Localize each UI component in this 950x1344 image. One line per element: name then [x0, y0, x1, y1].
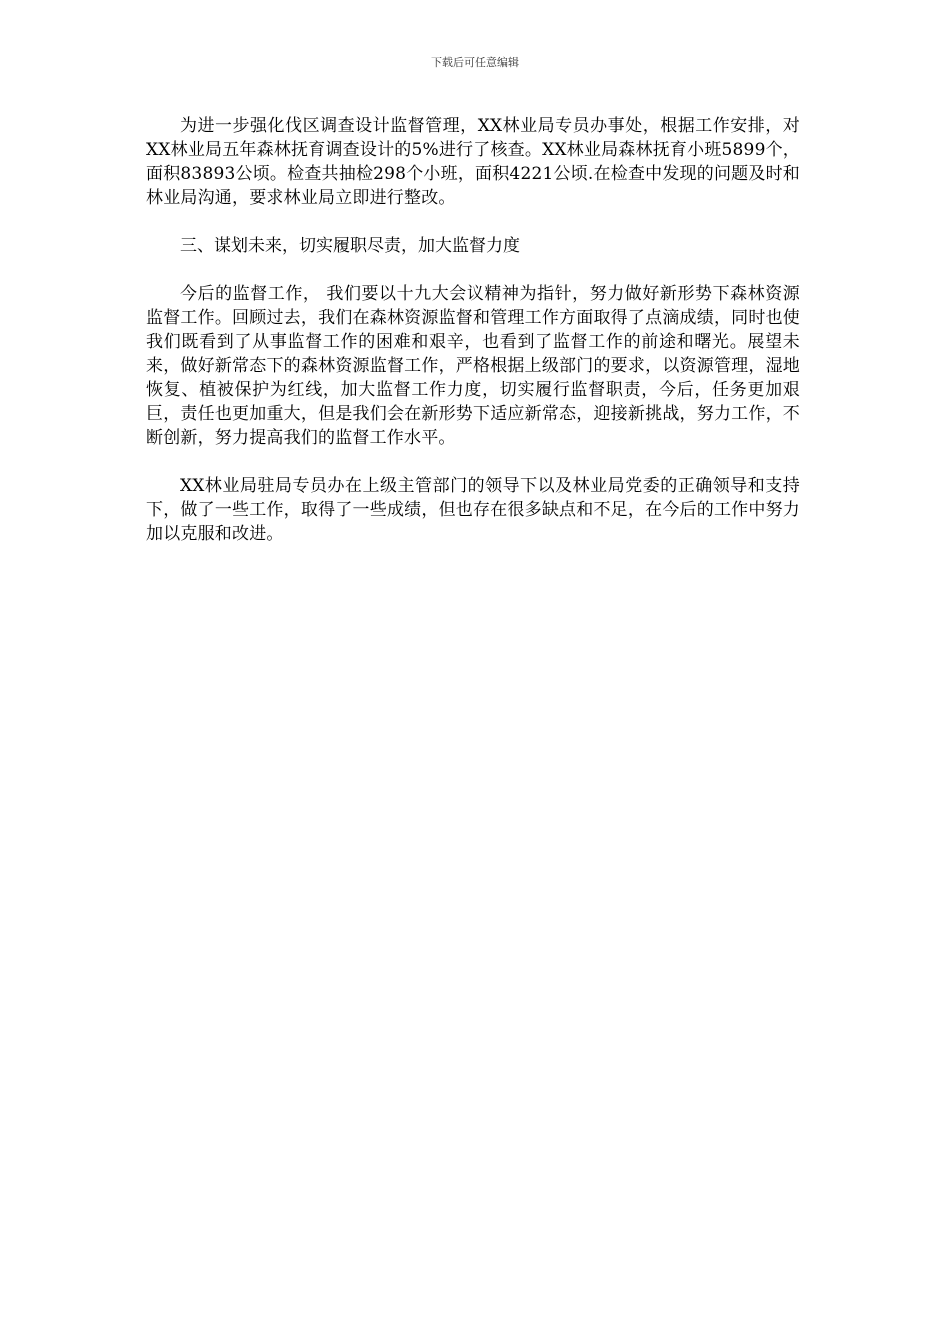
- document-body: [146, 114, 800, 570]
- paragraph-inspection: 为进一步强化伐区调查设计监督管理，XX林业局专员办事处，根据工作安排，对XX林业局五年森林抚育调查设计的5%进行了核查。XX林业局森林抚育小班5899个，面积83893公顷。检查共抽检298个小班，面积4221公顷.在检查中发现的问题及时和林业局沟通，要求林业局立即进行整改。: [146, 116, 800, 208]
- paragraph-future-work: 今后的监督工作， 我们要以十九大会议精神为指针，努力做好新形势下森林资源监督工作。回顾过去，我们在森林资源监督和管理工作方面取得了点滴成绩，同时也使我们既看到了从事监督工作的困难和艰辛，也看到了监督工作的前途和曙光。展望未来，做好新常态下的森林资源监督工作，严格根据上级部门的要求，以资源管理，湿地恢复、植被保护为红线，加大监督工作力度，切实履行监督职责，今后，任务更加艰巨，责任也更加重大，但是我们会在新形势下适应新常态，迎接新挑战，努力工作，不断创新，努力提高我们的监督工作水平。: [146, 284, 800, 448]
- section-heading-3: 三、谋划未来，切实履职尽责，加大监督力度: [180, 236, 520, 256]
- paragraph-conclusion: XX林业局驻局专员办在上级主管部门的领导下以及林业局党委的正确领导和支持下，做了一些工作，取得了一些成绩，但也存在很多缺点和不足，在今后的工作中努力加以克服和改进。: [146, 476, 800, 544]
- page-header: 下载后可任意编辑: [431, 56, 519, 69]
